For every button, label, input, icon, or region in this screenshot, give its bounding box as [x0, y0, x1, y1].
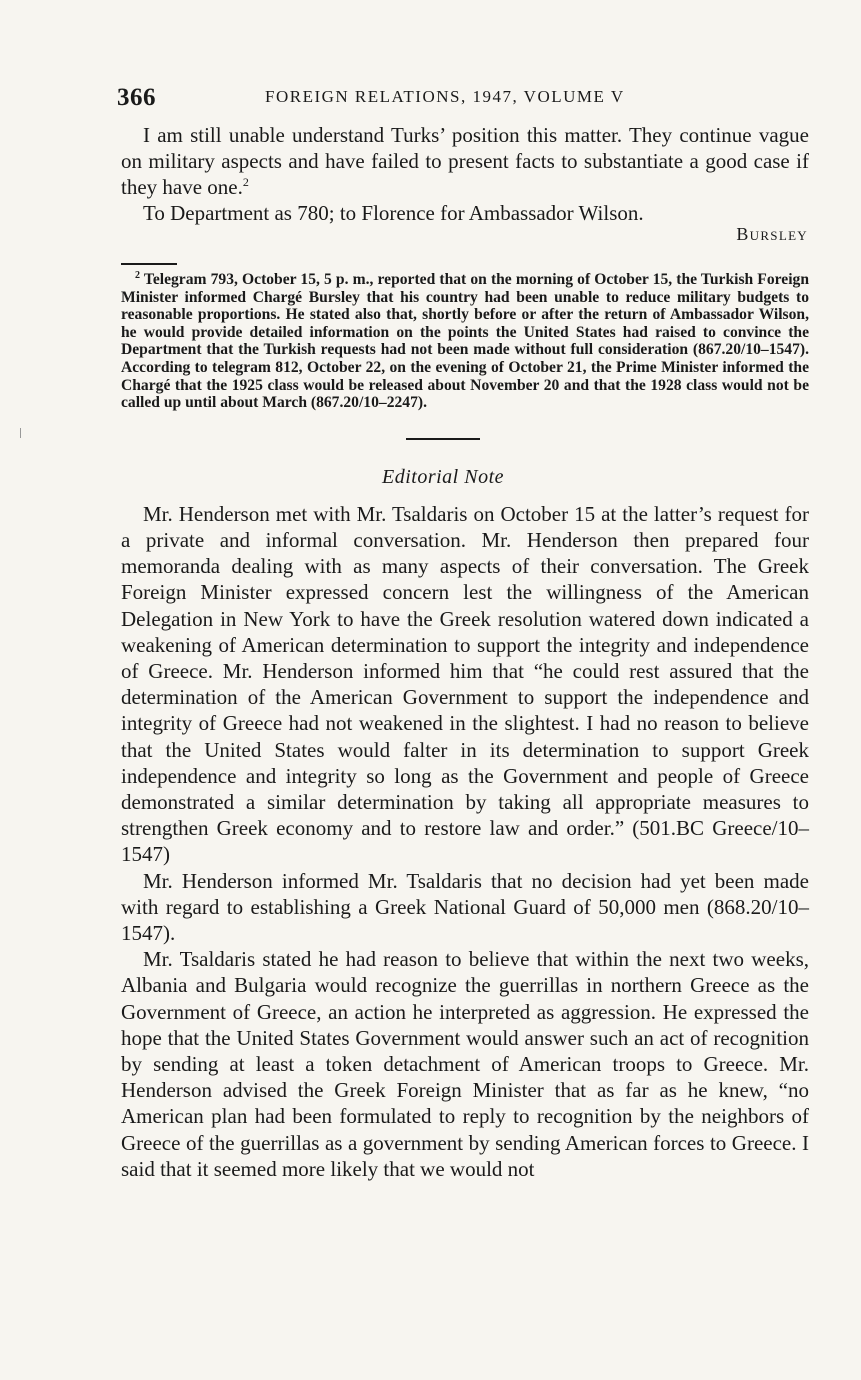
running-head — [117, 78, 809, 112]
editorial-paragraph: Mr. Henderson met with Mr. Tsaldaris on October 15 at the latter’s request for a private and informal conversation. Mr. Henderson then prepared four memoranda dealing with as many aspects of their conversation. The Greek Foreign Minister expressed concern lest the willingness of the American Delegation in New York to have the Greek resolution watered down indicated a weakening of American determination to support the integrity and independence of Greece. Mr. Henderson informed him that “he could rest assured that the determination of the American Government to support the independence and integrity of Greece had not weakened in the slightest. I had no reason to believe that the United States would falter in its determination to support Greek independence and integrity so long as the Government and people of Greece demonstrated a similar determination by taking all appropriate measures to strengthen Greek economy and to restore law and order.” (501.BC Greece/10–1547) — [121, 501, 809, 867]
telegram-routing-paragraph: To Department as 780; to Florence for Ambassador Wilson. — [143, 201, 644, 225]
section-divider — [406, 438, 480, 440]
signature: Bursley — [736, 224, 808, 244]
footnote-divider — [121, 263, 177, 265]
editorial-paragraph: Mr. Henderson informed Mr. Tsaldaris that no decision had yet been made with regard to establishing a Greek National Guard of 50,000 men (868.20/10–1547). — [121, 868, 809, 945]
footnote-marker: 2 — [135, 269, 140, 281]
footnote-text: Telegram 793, October 15, 5 p. m., reported that on the morning of October 15, the Turkish Foreign Minister informed Chargé Bursley that his country had been unable to reduce military budgets to reasonable proportions. He stated also that, shortly before or after the return of Ambassador Wilson, he would provide detailed information on the points the United States had raised to convince the Department that the Turkish requests had not been made without full consideration (867.20/10–1547). According to telegram 812, October 22, on the evening of October 21, the Prime Minister informed the Chargé that the 1925 class would be released about November 20 and that the 1928 class would not be called up until about March (867.20/10–2247). — [121, 271, 809, 412]
footnote-reference: 2 — [242, 175, 249, 189]
page-number: 366 — [117, 84, 156, 111]
margin-mark — [20, 428, 21, 438]
running-title: FOREIGN RELATIONS, 1947, VOLUME V — [265, 87, 625, 106]
telegram-paragraph-text: I am still unable understand Turks’ position this matter. They continue vague on military aspects and have failed to present facts to substantiate a good case if they have one. — [121, 123, 809, 199]
footnote — [121, 271, 809, 412]
telegram-paragraph — [121, 122, 809, 200]
document-page — [117, 78, 809, 1182]
section-title: Editorial Note — [382, 465, 504, 488]
editorial-paragraph: Mr. Tsaldaris stated he had reason to believe that within the next two weeks, Albania and Bulgaria would recognize the guerrillas in northern Greece as the Government of Greece, an action he interpreted as aggression. He expressed the hope that the United States Government would answer such an act of recognition by sending at least a token detachment of American troops to Greece. Mr. Henderson advised the Greek Foreign Minister that as far as he knew, “no American plan had been formulated to reply to recognition by the neighbors of Greece of the guerrillas as a government by sending American forces to Greece. I said that it seemed more likely that we would not — [121, 947, 809, 1181]
